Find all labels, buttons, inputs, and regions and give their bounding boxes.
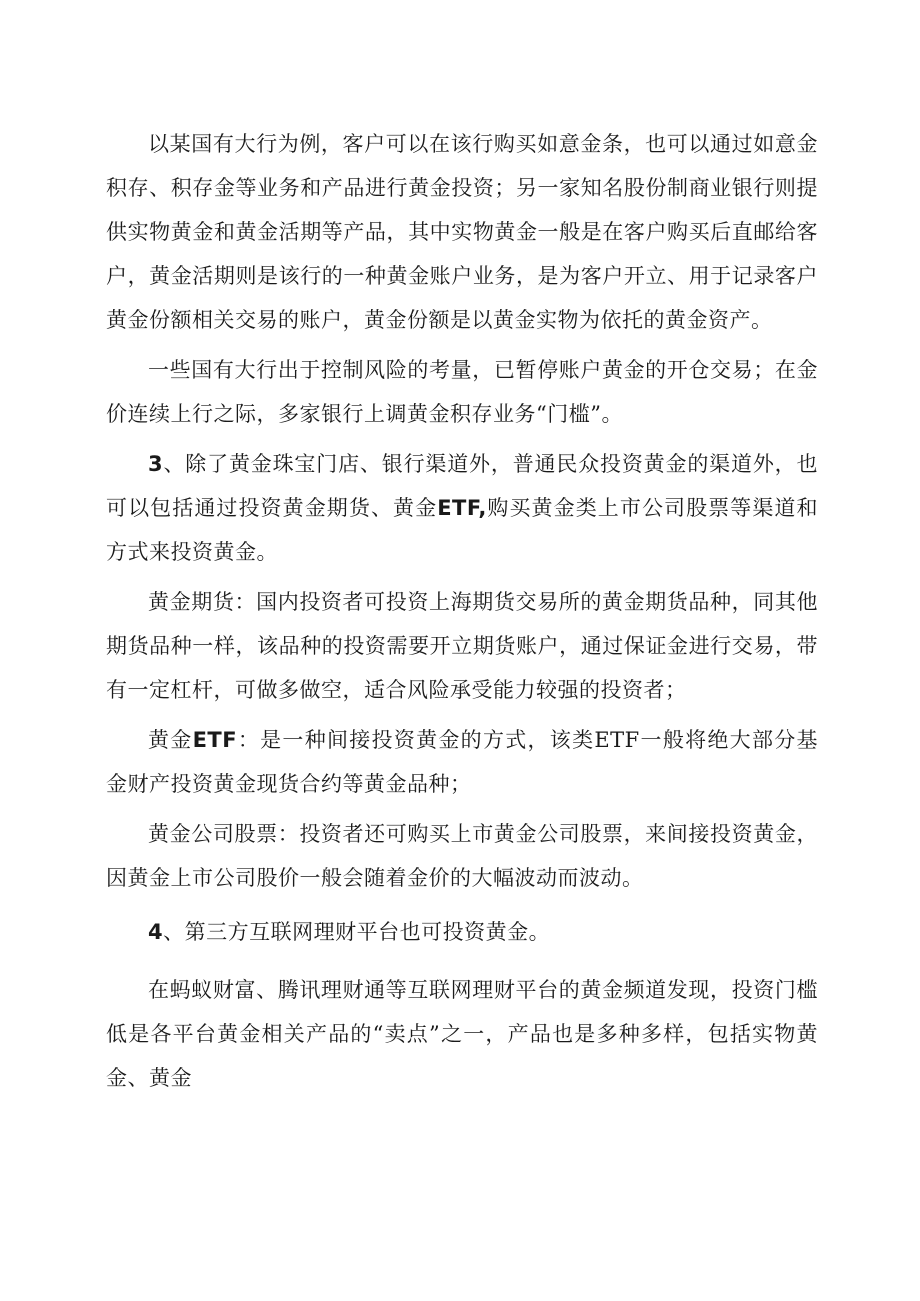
paragraph-section-3 [106, 442, 818, 574]
document-body [106, 122, 818, 1100]
gold-etf-text: ：是一种间接投资黄金的方式，该类ETF一般将绝大部分基金财产投资黄金现货合约等黄金品种； [106, 728, 818, 796]
etf-term: ETF [192, 728, 238, 752]
gold-etf-lead: 黄金 [148, 728, 193, 752]
paragraph-bank-gold-products: 以某国有大行为例，客户可以在该行购买如意金条，也可以通过如意金积存、积存金等业务和产品进行黄金投资；另一家知名股份制商业银行则提供实物黄金和黄金活期等产品，其中实物黄金一般是在客户购买后直邮给客户，黄金活期则是该行的一种黄金账户业务，是为客户开立、用于记录客户黄金份额相关交易的账户，黄金份额是以黄金实物为依托的黄金资产。 [106, 132, 818, 332]
paragraph-gold-stocks: 黄金公司股票：投资者还可购买上市黄金公司股票，来间接投资黄金，因黄金上市公司股价一般会随着金价的大幅波动而波动。 [106, 822, 818, 890]
section-3-text-b: 购买黄金类上市公司股票等渠道和方式来投资黄金。 [106, 496, 818, 564]
section-3-text-a: 、除了黄金珠宝门店、银行渠道外，普通民众投资黄金的渠道外，也可以包括通过投资黄金期货、黄金 [106, 452, 818, 520]
etf-term: ETF, [437, 496, 487, 520]
paragraph-section-4 [106, 910, 818, 954]
section-4-text: 、第三方互联网理财平台也可投资黄金。 [163, 920, 551, 944]
paragraph-internet-platforms: 在蚂蚁财富、腾讯理财通等互联网理财平台的黄金频道发现，投资门槛低是各平台黄金相关产品的“卖点”之一，产品也是多种多样，包括实物黄金、黄金 [106, 978, 818, 1090]
paragraph-risk-control: 一些国有大行出于控制风险的考量，已暂停账户黄金的开仓交易；在金价连续上行之际，多家银行上调黄金积存业务“门槛”。 [106, 358, 818, 426]
section-number: 4 [148, 920, 164, 944]
paragraph-gold-etf [106, 718, 818, 806]
section-number: 3 [148, 452, 164, 476]
paragraph-gold-futures: 黄金期货：国内投资者可投资上海期货交易所的黄金期货品种，同其他期货品种一样，该品种的投资需要开立期货账户，通过保证金进行交易，带有一定杠杆，可做多做空，适合风险承受能力较强的投资者； [106, 590, 818, 702]
